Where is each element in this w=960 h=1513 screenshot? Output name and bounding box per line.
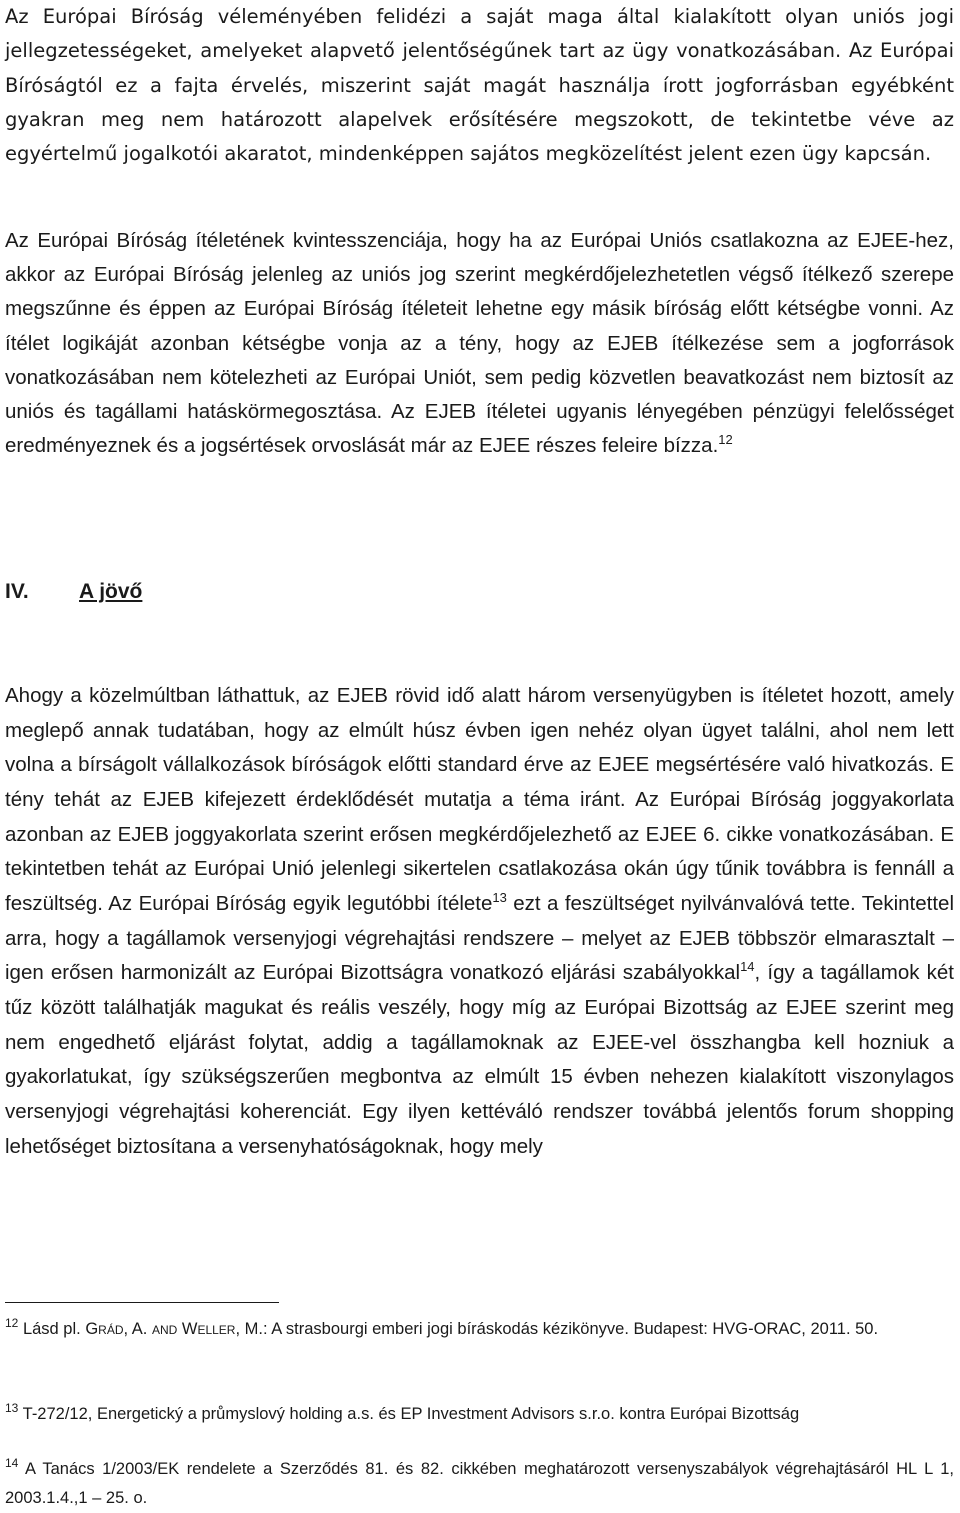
- footnote-ref-14[interactable]: 14: [740, 959, 755, 975]
- section-title: A jövő: [79, 580, 143, 603]
- footnote-number: 14: [5, 1456, 19, 1470]
- footnote-number: 13: [5, 1401, 19, 1415]
- paragraph-3-part-3: , így a tagállamok két tűz között találhatják magukat és reális veszély, hogy míg az Európai Bizottság az EJEE szerint meg nem engedhető eljárást folytat, addig a tagállamoknak az EJEE-vel összhangba kell hozniuk a gyakorlatukat, így szükségszerűen megbontva az elmúlt 15 évben nehezen kialakított viszonylagos versenyjogi végrehajtási koherenciát. Egy ilyen kettéváló rendszer továbbá jelentős forum shopping lehetőséget biztosítana a versenyhatóságoknak, hogy mely: [5, 961, 954, 1158]
- footnote-14: [5, 1455, 954, 1513]
- footnote-text: , A.: [123, 1320, 152, 1338]
- footnote-ref-13[interactable]: 13: [492, 889, 507, 905]
- paragraph-3: [5, 679, 954, 1164]
- section-number: IV.: [5, 580, 29, 603]
- footnote-text: A Tanács 1/2003/EK rendelete a Szerződés 81. és 82. cikkében meghatározott versenyszabályok végrehajtásáról HL L 1, 2003.1.4.,1 – 25. o.: [5, 1460, 954, 1507]
- footnote-author: Grád: [85, 1320, 124, 1338]
- footnote-12: [5, 1315, 954, 1344]
- paragraph-2: [5, 224, 954, 463]
- footnote-text: Lásd pl.: [18, 1320, 86, 1338]
- paragraph-3-part-1: Ahogy a közelmúltban láthattuk, az EJEB rövid idő alatt három versenyügyben is ítéletet hozott, amely meglepő annak tudatában, hogy az elmúlt húsz évben igen nehéz olyan ügyet találni, ahol nem lett volna a bírságolt vállalkozások bíróságok előtti standard érve az EJEE megsértésére való hivatkozás. E tény tehát az EJEB kifejezett érdeklődését mutatja a téma iránt. Az Európai Bíróság joggyakorlata azonban az EJEB joggyakorlata szerint erősen megkérdőjelezhető az EJEE 6. cikke vonatkozásában. E tekintetben tehát az Európai Unió jelenlegi sikertelen csatlakozása okán úgy tűnik továbbra is fennáll a feszültség. Az Európai Bíróság egyik legutóbbi ítélete: [5, 684, 954, 915]
- paragraph-1: Az Európai Bíróság véleményében felidézi a saját maga által kialakított olyan uniós jogi jellegzetességeket, amelyeket alapvető jelentőségűnek tart az ügy vonatkozásában. Az Európai Bíróságtól ez a fajta érvelés, miszerint saját magát használja írott jogforrásban egyébként gyakran meg nem határozott alapelvek erősítésére megszokott, de tekintetbe véve az egyértelmű jogalkotói akaratot, mindenképpen sajátos megközelítést jelent ezen ügy kapcsán.: [5, 5, 954, 166]
- paragraph-3-part-2: ezt a feszültséget nyilvánvalóvá tette. Tekintettel arra, hogy a tagállamok versenyjogi végrehajtási rendszere – melyet az EJEB többször elmarasztalt – igen erősen harmonizált az Európai Bizottságra vonatkozó eljárási szabályokkal: [5, 891, 954, 985]
- footnote-conjunction: and: [151, 1320, 178, 1338]
- footnote-ref-12[interactable]: 12: [718, 432, 733, 448]
- footnote-text: T-272/12, Energetický a průmyslový holding a.s. és EP Investment Advisors s.r.o. kontra Európai Bizottság: [18, 1405, 800, 1423]
- footnote-13: [5, 1400, 954, 1429]
- footnote-number: 12: [5, 1316, 19, 1330]
- footnote-text: , M.: A strasbourgi emberi jogi bíráskodás kézikönyve. Budapest: HVG-ORAC, 2011. 50.: [235, 1320, 879, 1338]
- footnote-author: Weller: [181, 1320, 236, 1338]
- footnote-separator: [5, 1302, 279, 1303]
- section-heading: [5, 575, 142, 609]
- paragraph-2-text: Az Európai Bíróság ítéletének kvintesszenciája, hogy ha az Európai Uniós csatlakozna az EJEE-hez, akkor az Európai Bíróság jelenleg az uniós jog szerint megkérdőjelezhetetlen végső ítélkező szerepe megszűnne és éppen az Európai Bíróság ítéleteit lehetne egy másik bíróság előtt kétségbe vonni. Az ítélet logikáját azonban kétségbe vonja az a tény, hogy az EJEB ítélkezése sem a jogforrások vonatkozásában nem kötelezheti az Európai Uniót, sem pedig közvetlen beavatkozást nem biztosít az uniós és tagállami hatáskörmegosztása. Az EJEB ítéletei ugyanis lényegében pénzügyi felelősséget eredményeznek és a jogsértések orvoslását már az EJEE részes feleire bízza.: [5, 229, 954, 458]
